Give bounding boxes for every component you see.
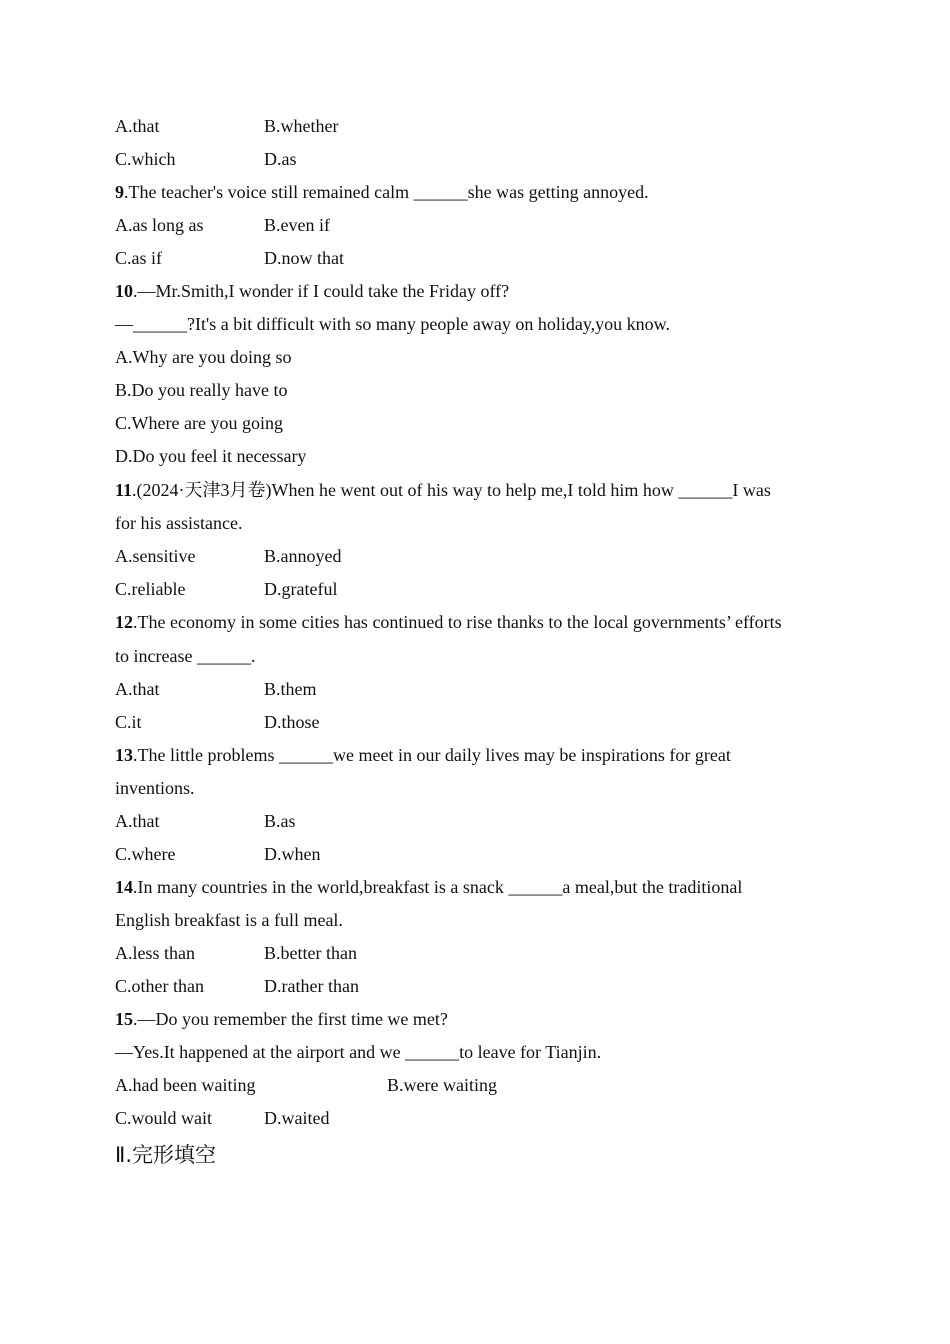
q13-options-row-2 <box>115 838 835 871</box>
q10-reply: —______?It's a bit difficult with so many people away on holiday,you know. <box>115 314 670 334</box>
q11-option-d: D.grateful <box>264 579 338 599</box>
q11-option-c: C.reliable <box>115 579 186 599</box>
q8-option-b: B.whether <box>264 116 339 136</box>
q14-number: 14 <box>115 877 133 897</box>
q11-text: .(2024·天津3月卷)When he went out of his way to help me,I told him how ______I was <box>132 479 771 500</box>
q9-stem <box>115 176 835 209</box>
q12-options-row-2 <box>115 706 835 739</box>
q13-option-c: C.where <box>115 844 176 864</box>
q10-option-d: D.Do you feel it necessary <box>115 446 307 466</box>
q11-option-a: A.sensitive <box>115 546 196 566</box>
q10-option-a: A.Why are you doing so <box>115 347 292 367</box>
q14-text: .In many countries in the world,breakfast is a snack ______a meal,but the traditional <box>133 877 743 897</box>
q12-option-d: D.those <box>264 712 320 732</box>
q9-number: 9 <box>115 182 124 202</box>
q10-stem <box>115 275 835 308</box>
worksheet-page <box>115 110 835 1175</box>
q14-option-d: D.rather than <box>264 976 359 996</box>
q11-stem-line-1 <box>115 474 835 508</box>
q13-option-a: A.that <box>115 811 160 831</box>
q15-option-a: A.had been waiting <box>115 1075 256 1095</box>
q9-text: .The teacher's voice still remained calm ______she was getting annoyed. <box>124 182 649 202</box>
q8-option-d: D.as <box>264 149 297 169</box>
q11-number: 11 <box>115 479 133 500</box>
q15-text: .—Do you remember the first time we met? <box>133 1009 448 1029</box>
q15-options-row-2 <box>115 1102 835 1135</box>
q15-option-b: B.were waiting <box>387 1075 497 1095</box>
q9-option-d: D.now that <box>264 248 344 268</box>
q11-stem-line-2: for his assistance. <box>115 513 243 533</box>
q12-stem-line-1 <box>115 606 835 640</box>
q9-option-a: A.as long as <box>115 215 204 235</box>
q13-options-row-1 <box>115 805 835 838</box>
q14-stem-line-2: English breakfast is a full meal. <box>115 910 343 930</box>
q12-stem-line-2: to increase ______. <box>115 645 256 666</box>
q10-option-c: C.Where are you going <box>115 413 283 433</box>
q13-option-b: B.as <box>264 811 296 831</box>
q15-option-c: C.would wait <box>115 1108 212 1128</box>
q15-stem <box>115 1003 835 1036</box>
q11-option-b: B.annoyed <box>264 546 342 566</box>
q13-stem-line-1 <box>115 739 835 772</box>
q9-option-b: B.even if <box>264 215 330 235</box>
section-2-heading: Ⅱ.完形填空 <box>115 1143 217 1167</box>
q10-option-b: B.Do you really have to <box>115 380 288 400</box>
q14-options-row-2 <box>115 970 835 1003</box>
q14-option-c: C.other than <box>115 976 204 996</box>
q12-option-a: A.that <box>115 679 160 699</box>
q14-option-a: A.less than <box>115 943 195 963</box>
q14-stem-line-1 <box>115 871 835 904</box>
q13-text: .The little problems ______we meet in our daily lives may be inspirations for great <box>133 745 731 765</box>
q13-stem-line-2: inventions. <box>115 778 195 798</box>
q15-option-d: D.waited <box>264 1108 330 1128</box>
q12-option-b: B.them <box>264 679 317 699</box>
q14-options-row-1 <box>115 937 835 970</box>
q15-number: 15 <box>115 1009 133 1029</box>
q15-options-row-1 <box>115 1069 835 1102</box>
q11-options-row-2 <box>115 573 835 606</box>
q9-option-c: C.as if <box>115 248 162 268</box>
q14-option-b: B.better than <box>264 943 357 963</box>
q15-reply: —Yes.It happened at the airport and we ______to leave for Tianjin. <box>115 1042 602 1062</box>
q8-option-c: C.which <box>115 149 176 169</box>
q13-option-d: D.when <box>264 844 321 864</box>
q13-number: 13 <box>115 745 133 765</box>
q11-options-row-1 <box>115 540 835 573</box>
q12-option-c: C.it <box>115 712 142 732</box>
q10-text: .—Mr.Smith,I wonder if I could take the Friday off? <box>133 281 510 301</box>
q8-options-row-1 <box>115 110 835 143</box>
q10-number: 10 <box>115 281 133 301</box>
q12-text: .The economy in some cities has continued to rise thanks to the local governments’ efforts <box>133 612 782 632</box>
q8-options-row-2 <box>115 143 835 176</box>
q8-option-a: A.that <box>115 116 160 136</box>
q9-options-row-2 <box>115 242 835 275</box>
q12-options-row-1 <box>115 673 835 706</box>
q12-number: 12 <box>115 612 133 632</box>
q9-options-row-1 <box>115 209 835 242</box>
